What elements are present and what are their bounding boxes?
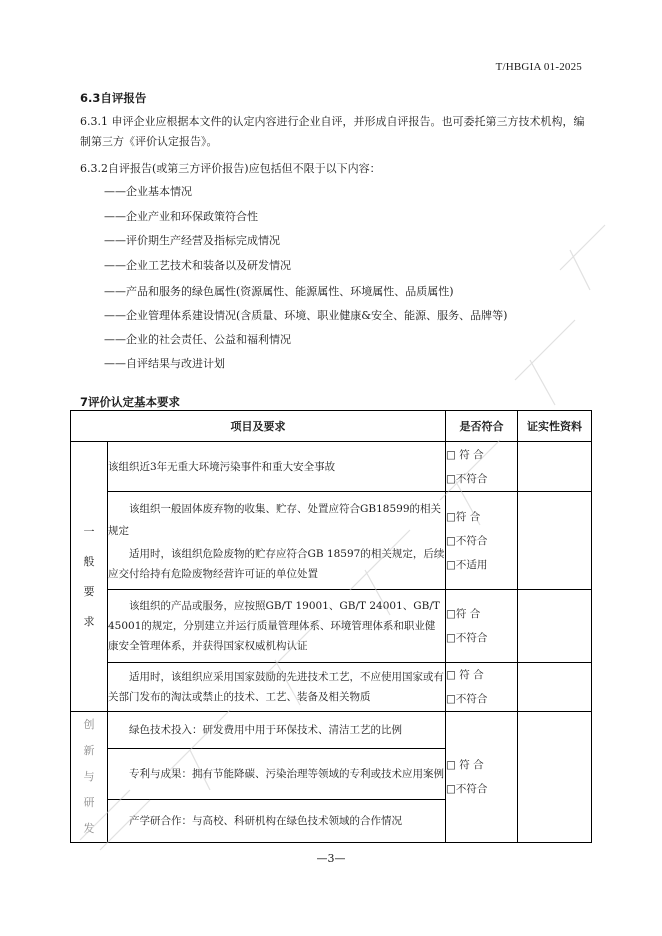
checkbox-conform[interactable]: □ 符 合 [446,759,484,771]
evidence-cell [518,590,592,663]
requirement-text: 适用时，该组织应采用国家鼓励的先进技术工艺，不应使用国家或有关部门发布的淘汰或禁止的技术、工艺、装备及相关物质 [108,663,446,712]
checkbox-not-conform[interactable]: □不符合 [446,472,488,485]
list-item: ——企业管理体系建设情况(含质量、环境、职业健康&安全、能源、服务、品牌等) [104,309,508,322]
category-innovation: 创 新 与 研 发 [71,712,108,843]
header-item: 项目及要求 [71,411,446,442]
requirement-text: 该组织近3年无重大环境污染事件和重大安全事故 [108,442,446,492]
table-row [71,492,592,590]
requirement-text: 绿色技术投入：研发费用中用于环保技术、清洁工艺的比例 [108,712,446,749]
header-conform: 是否符合 [446,411,518,442]
evidence-cell [518,712,592,843]
table-header-row [71,411,592,442]
requirement-text: 产学研合作：与高校、科研机构在绿色技术领域的合作情况 [108,800,446,843]
list-item: ——评价期生产经营及指标完成情况 [104,234,280,247]
checkbox-conform[interactable]: □符 合 [446,608,481,620]
evidence-cell [518,663,592,712]
section-7-title: 7评价认定基本要求 [80,395,181,409]
requirement-text: 该组织的产品或服务，应按照GB/T 19001、GB/T 24001、GB/T 45001的规定，分别建立并运行质量管理体系、环境管理体系和职业健康安全管理体系，并获得国家权威机构认证 [108,590,446,663]
table-row [71,712,592,749]
requirement-text: 该组织一般固体废弃物的收集、贮存、处置应符合GB18599的相关规定 适用时，该组织危险废物的贮存应符合GB 18597的相关规定，后续应交付给持有危险废物经营许可证的单位处置 [108,492,446,590]
requirement-text: 专利与成果：拥有节能降碳、污染治理等领域的专利或技术应用案例 [108,748,446,799]
checkbox-not-applicable[interactable]: □不适用 [446,558,488,571]
list-item: ——自评结果与改进计划 [104,357,225,370]
section-6-3-2-paragraph: 6.3.2自评报告(或第三方评价报告)应包括但不限于以下内容： [80,162,381,175]
requirements-table [70,410,592,843]
conformity-options [446,492,518,590]
checkbox-conform[interactable]: □ 符 合 [446,448,484,461]
list-item: ——企业产业和环保政策符合性 [104,210,258,223]
checkbox-conform[interactable]: □ 符 合 [446,669,484,681]
checkbox-not-conform[interactable]: □不符合 [446,693,488,705]
checkbox-not-conform[interactable]: □不符合 [446,783,488,795]
evidence-cell [518,492,592,590]
list-item: ——企业的社会责任、公益和福利情况 [104,333,291,346]
conformity-options [446,712,518,843]
header-evidence: 证实性资料 [518,411,592,442]
list-item: ——产品和服务的绿色属性(资源属性、能源属性、环境属性、品质属性) [104,285,454,298]
evidence-cell [518,442,592,492]
list-item: ——企业基本情况 [104,185,192,198]
conformity-options [446,663,518,712]
category-general: 一 般 要 求 [71,442,108,712]
conformity-options [446,442,518,492]
list-item: ——企业工艺技术和装备以及研发情况 [104,259,291,272]
table-row [71,442,592,492]
section-6-3-title: 6.3自评报告 [80,91,147,105]
conformity-options [446,590,518,663]
table-row [71,663,592,712]
section-6-3-1-paragraph: 6.3.1 申评企业应根据本文件的认定内容进行企业自评，并形成自评报告。也可委托第三方技术机构，编制第三方《评价认定报告》。 [80,115,585,148]
document-code: T/HBGIA 01-2025 [495,61,582,73]
checkbox-not-conform[interactable]: □不符合 [446,632,488,644]
table-row [71,590,592,663]
checkbox-not-conform[interactable]: □不符合 [446,534,488,547]
checkbox-conform[interactable]: □符 合 [446,510,481,523]
page-number: —3— [316,852,346,865]
